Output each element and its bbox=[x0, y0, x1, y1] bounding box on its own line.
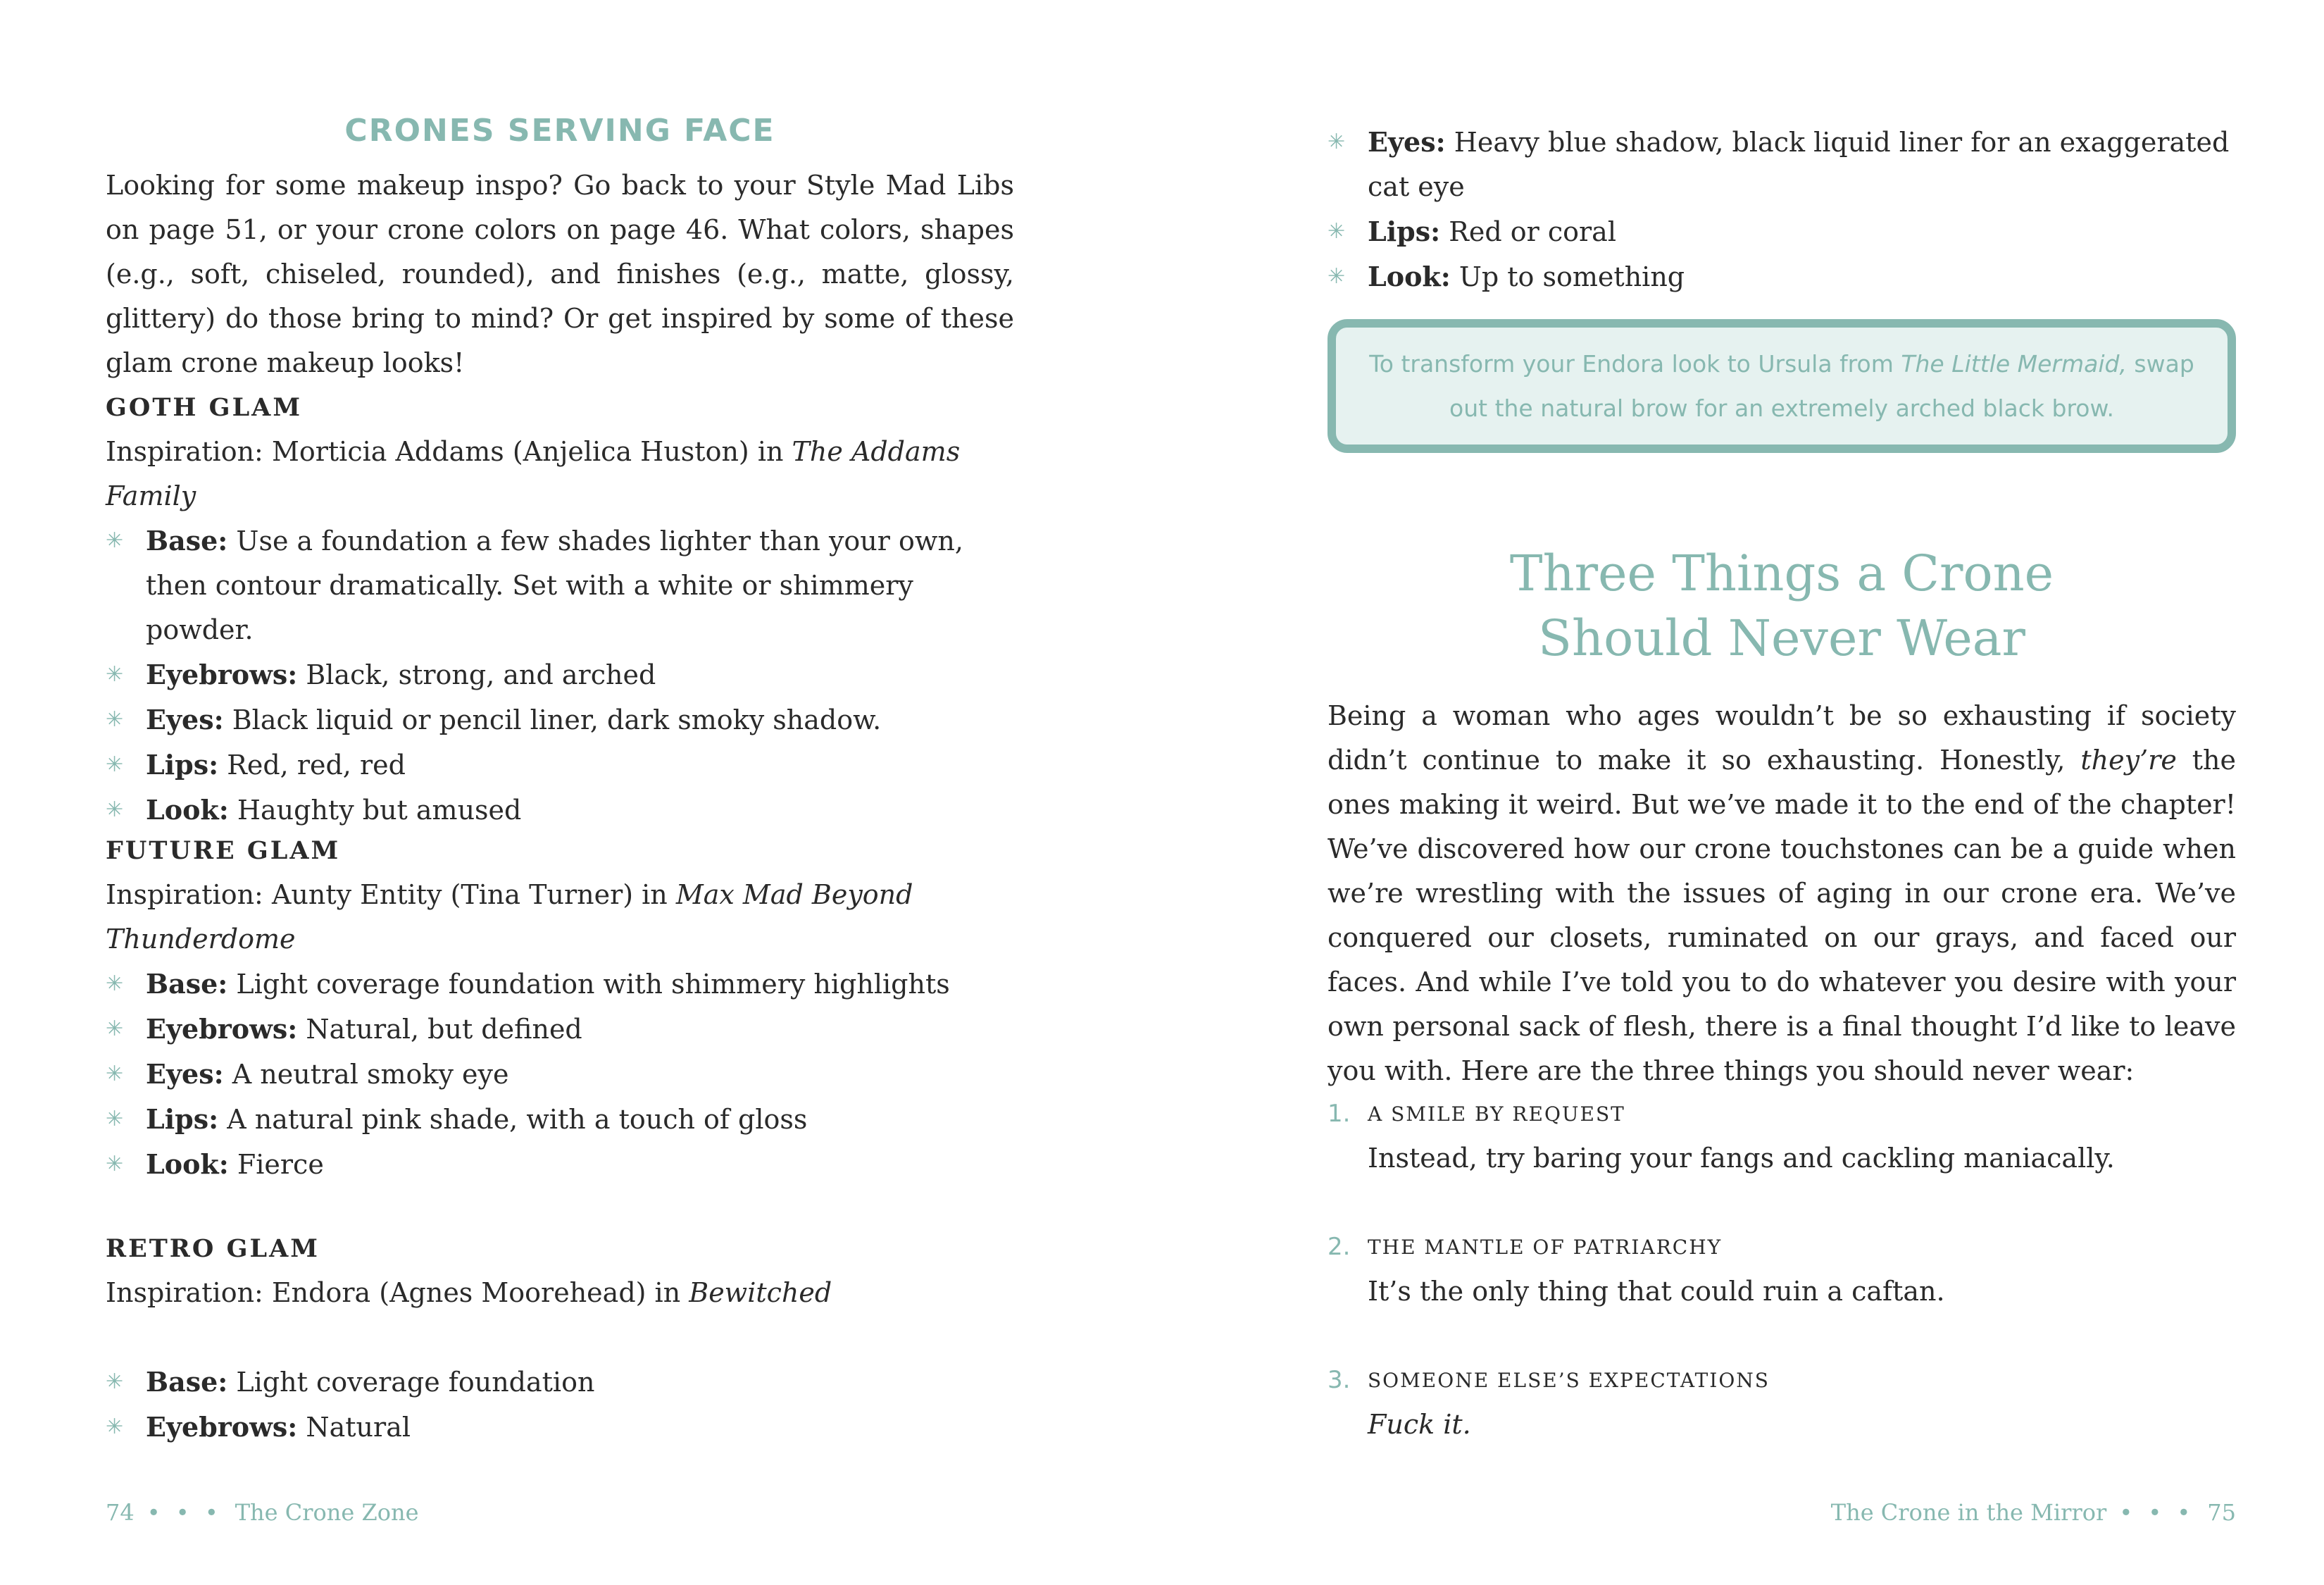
asterisk-icon: ✳ bbox=[1327, 264, 1346, 289]
list-item: ✳ Lips: Red, red, red bbox=[106, 742, 1014, 788]
list-item bbox=[1327, 1225, 2236, 1314]
list-item bbox=[1327, 1092, 2236, 1181]
look-list-retro bbox=[106, 1360, 1014, 1450]
list-item: ✳ Base: Use a foundation a few shades lighter than your own, then contour dramatically. Set with a white or shimmery powder. bbox=[106, 518, 1014, 652]
list-item: ✳ Eyebrows: Natural, but defined bbox=[106, 1007, 1014, 1052]
tip-box bbox=[1327, 319, 2236, 453]
list-item: ✳ Lips: A natural pink shade, with a touch of gloss bbox=[106, 1097, 1014, 1142]
look-heading-goth: GOTH GLAM bbox=[106, 393, 303, 422]
look-heading-retro: RETRO GLAM bbox=[106, 1234, 320, 1263]
list-item: ✳ Lips: Red or coral bbox=[1327, 209, 2236, 254]
asterisk-icon: ✳ bbox=[1327, 130, 1346, 154]
list-item: ✳ Base: Light coverage foundation bbox=[106, 1360, 1014, 1405]
footer-right: The Crone in the Mirror • • • 75 bbox=[1830, 1499, 2236, 1526]
asterisk-icon: ✳ bbox=[106, 752, 124, 777]
asterisk-icon: ✳ bbox=[106, 1152, 124, 1176]
list-item: ✳ Eyes: Heavy blue shadow, black liquid liner for an exaggerated cat eye bbox=[1327, 120, 2236, 209]
body-paragraph: Being a woman who ages wouldn’t be so exhausting if society didn’t continue to make it so exhausting. Honestly, they’re the ones making it weird. But we’ve made it to the end of the chapter! We’ve discovered how our crone touchstones can be a guide when we’re wrestling with the issues of aging in our crone era. We’ve conquered our closets, ruminated on our grays, and faced our faces. And while I’ve told you to do whatever you desire with your own personal sack of flesh, there is a final thought I’d like to leave you with. Here are the three things you should never wear: bbox=[1327, 700, 2237, 1086]
asterisk-icon: ✳ bbox=[106, 662, 124, 687]
list-item: ✳ Eyes: Black liquid or pencil liner, dark smoky shadow. bbox=[106, 697, 1014, 742]
list-item: ✳ Look: Up to something bbox=[1327, 254, 2236, 299]
asterisk-icon: ✳ bbox=[106, 1062, 124, 1086]
asterisk-icon: ✳ bbox=[106, 1107, 124, 1131]
list-item: ✳ Eyebrows: Black, strong, and arched bbox=[106, 652, 1014, 697]
asterisk-icon: ✳ bbox=[106, 1369, 124, 1394]
asterisk-icon: ✳ bbox=[106, 707, 124, 732]
left-page bbox=[106, 0, 1014, 1585]
list-item: ✳ Base: Light coverage foundation with shimmery highlights bbox=[106, 962, 1014, 1007]
asterisk-icon: ✳ bbox=[106, 1415, 124, 1439]
thing-description: It’s the only thing that could ruin a caftan. bbox=[1368, 1276, 1945, 1307]
chapter-heading: Three Things a Crone Should Never Wear bbox=[1509, 545, 2054, 667]
tip-text: To transform your Endora look to Ursula from The Little Mermaid, swap out the natural brow for an extremely arched black brow. bbox=[1369, 350, 2194, 422]
thing-heading: THE MANTLE OF PATRIARCHY bbox=[1368, 1236, 1723, 1259]
thing-description: Instead, try baring your fangs and cackling maniacally. bbox=[1368, 1143, 2115, 1174]
thing-heading: A SMILE BY REQUEST bbox=[1368, 1102, 1625, 1126]
asterisk-icon: ✳ bbox=[106, 1017, 124, 1041]
item-number: 2. bbox=[1327, 1233, 1351, 1261]
section-title: CRONES SERVING FACE bbox=[344, 113, 775, 149]
asterisk-icon: ✳ bbox=[1327, 219, 1346, 244]
list-item: ✳ Eyes: A neutral smoky eye bbox=[106, 1052, 1014, 1097]
list-item bbox=[1327, 1358, 2236, 1447]
inspiration-retro: Inspiration: Endora (Agnes Moorehead) in Bewitched bbox=[106, 1277, 832, 1308]
asterisk-icon: ✳ bbox=[106, 797, 124, 822]
thing-description: Fuck it. bbox=[1368, 1409, 1471, 1440]
item-number: 3. bbox=[1327, 1366, 1351, 1394]
asterisk-icon: ✳ bbox=[106, 971, 124, 996]
asterisk-icon: ✳ bbox=[106, 528, 124, 553]
right-page bbox=[1327, 0, 2236, 1585]
list-item: ✳ Look: Fierce bbox=[106, 1142, 1014, 1187]
look-heading-future: FUTURE GLAM bbox=[106, 836, 341, 865]
inspiration-goth: Inspiration: Morticia Addams (Anjelica Huston) in The Addams Family bbox=[106, 436, 961, 511]
inspiration-future: Inspiration: Aunty Entity (Tina Turner) in Max Mad Beyond Thunderdome bbox=[106, 879, 913, 955]
thing-heading: SOMEONE ELSE’S EXPECTATIONS bbox=[1368, 1369, 1770, 1392]
footer-left: 74 • • • The Crone Zone bbox=[106, 1499, 419, 1526]
list-item: ✳ Eyebrows: Natural bbox=[106, 1405, 1014, 1450]
three-things-list bbox=[1327, 1092, 2236, 1491]
look-list-future bbox=[106, 962, 1014, 1187]
intro-paragraph: Looking for some makeup inspo? Go back to your Style Mad Libs on page 51, or your crone colors on page 46. What colors, shapes (e.g., soft, chiseled, rounded), and finishes (e.g., matte, glossy, glittery) do those bring to mind? Or get inspired by some of these glam crone makeup looks! bbox=[106, 170, 1014, 378]
look-list-retro-continued bbox=[1327, 120, 2236, 299]
list-item: ✳ Look: Haughty but amused bbox=[106, 788, 1014, 833]
look-list-goth bbox=[106, 518, 1014, 833]
item-number: 1. bbox=[1327, 1100, 1351, 1128]
